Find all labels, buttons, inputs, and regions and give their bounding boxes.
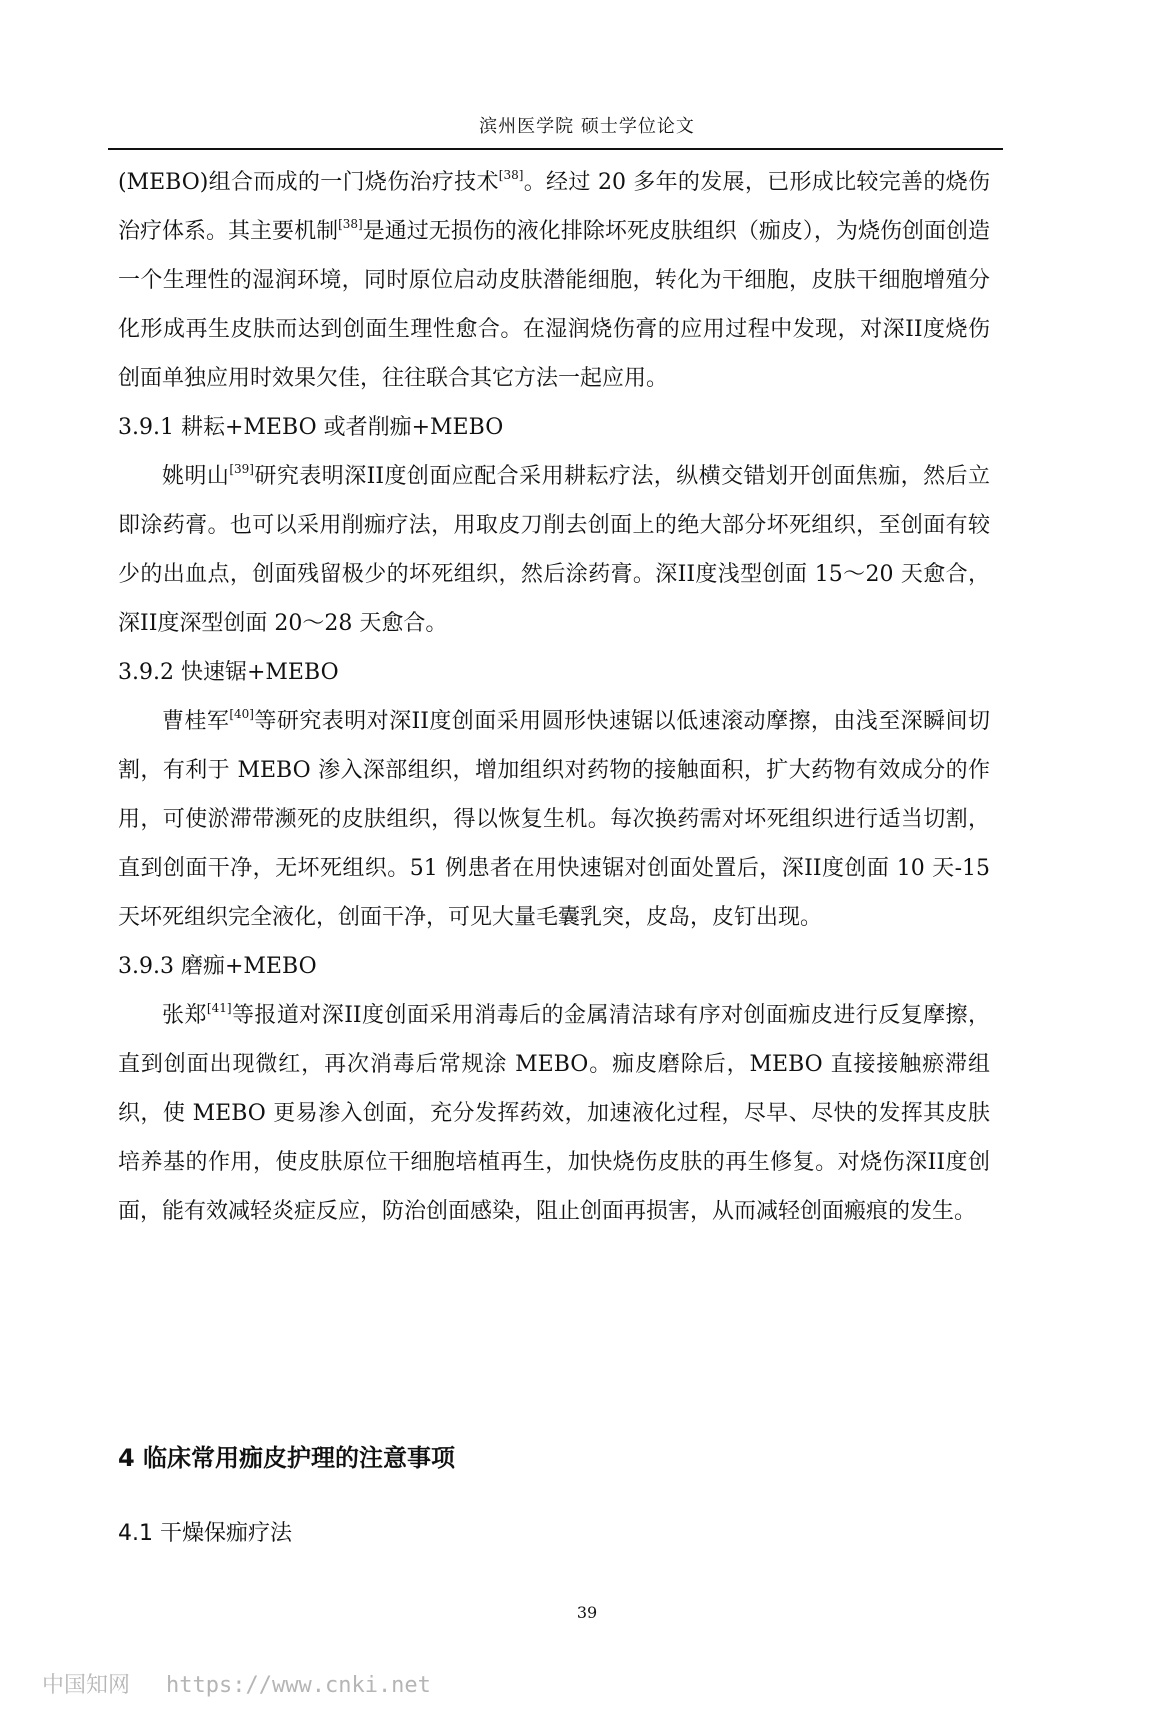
section-heading: 4 临床常用痂皮护理的注意事项 <box>118 1444 456 1472</box>
watermark <box>42 1668 431 1699</box>
running-header: 滨州医学院 硕士学位论文 <box>479 116 695 137</box>
citation: [40] <box>229 707 254 721</box>
paragraph-text: 等报道对深II度创面采用消毒后的金属清洁球有序对创面痂皮进行反复摩擦，直到创面出现微红，再次消毒后常规涂 MEBO。痂皮磨除后，MEBO 直接接触瘀滞组织，使 MEBO 更易渗入创面，充分发挥药效，加速液化过程，尽早、尽快的发挥其皮肤培养基的作用，使皮肤原位干细胞培植再生，加快烧伤皮肤的再生修复。对烧伤深II度创面，能有效减轻炎症反应，防治创面感染，阻止创面再损害，从而减轻创面瘢痕的发生。 <box>118 1003 990 1224</box>
paragraph-text: 是通过无损伤的液化排除坏死皮肤组织（痂皮），为烧伤创面创造一个生理性的湿润环境，同时原位启动皮肤潜能细胞，转化为干细胞，皮肤干细胞增殖分化形成再生皮肤而达到创面生理性愈合。在湿润烧伤膏的应用过程中发现，对深II度烧伤创面单独应用时效果欠佳，往往联合其它方法一起应用。 <box>118 219 990 391</box>
citation: [38] <box>338 217 363 231</box>
paragraph-3-9-3 <box>118 991 990 1236</box>
paragraph-text: 研究表明深II度创面应配合采用耕耘疗法，纵横交错划开创面焦痂，然后立即涂药膏。也可以采用削痂疗法，用取皮刀削去创面上的绝大部分坏死组织，至创面有较少的出血点，创面残留极少的坏死组织，然后涂药膏。深II度浅型创面 15～20 天愈合，深II度深型创面 20～28 天愈合。 <box>118 464 990 636</box>
citation: [41] <box>206 1001 232 1015</box>
paragraph-text: (MEBO)组合而成的一门烧伤治疗技术 <box>118 170 499 195</box>
paragraph-3-9-1 <box>118 452 990 648</box>
header-rule <box>108 148 1003 150</box>
paragraph-text: 。经过 20 多年的发展，已形成比较完善的烧伤治疗体系。其主要机制 <box>118 170 990 244</box>
watermark-url: https://www.cnki.net <box>166 1673 431 1698</box>
paragraph-text: 张郑 <box>162 1003 207 1028</box>
paragraph-mebo-intro <box>118 158 990 403</box>
paragraph-text: 曹桂军 <box>162 709 230 734</box>
subsection-heading-3-9-3: 3.9.3 磨痂+MEBO <box>118 954 317 979</box>
subsection-heading-3-9-2: 3.9.2 快速锯+MEBO <box>118 660 339 685</box>
watermark-brand: 中国知网 <box>42 1673 131 1698</box>
paragraph-text: 姚明山 <box>162 464 230 489</box>
paragraph-text: 等研究表明对深II度创面采用圆形快速锯以低速滚动摩擦，由浅至深瞬间切割，有利于 MEBO 渗入深部组织，增加组织对药物的接触面积，扩大药物有效成分的作用，可使淤滞带濒死的皮肤组织，得以恢复生机。每次换药需对坏死组织进行适当切割，直到创面干净，无坏死组织。51 例患者在用快速锯对创面处置后，深II度创面 10 天-15 天坏死组织完全液化，创面干净，可见大量毛囊乳突，皮岛，皮钉出现。 <box>118 709 990 930</box>
paragraph-3-9-2 <box>118 697 990 942</box>
citation: [38] <box>498 168 524 182</box>
subsection-heading-4-1: 4.1 干燥保痂疗法 <box>118 1521 292 1546</box>
page-number: 39 <box>576 1603 598 1622</box>
body-text <box>118 158 990 1236</box>
citation: [39] <box>229 462 254 476</box>
subsection-heading-3-9-1: 3.9.1 耕耘+MEBO 或者削痂+MEBO <box>118 415 504 440</box>
